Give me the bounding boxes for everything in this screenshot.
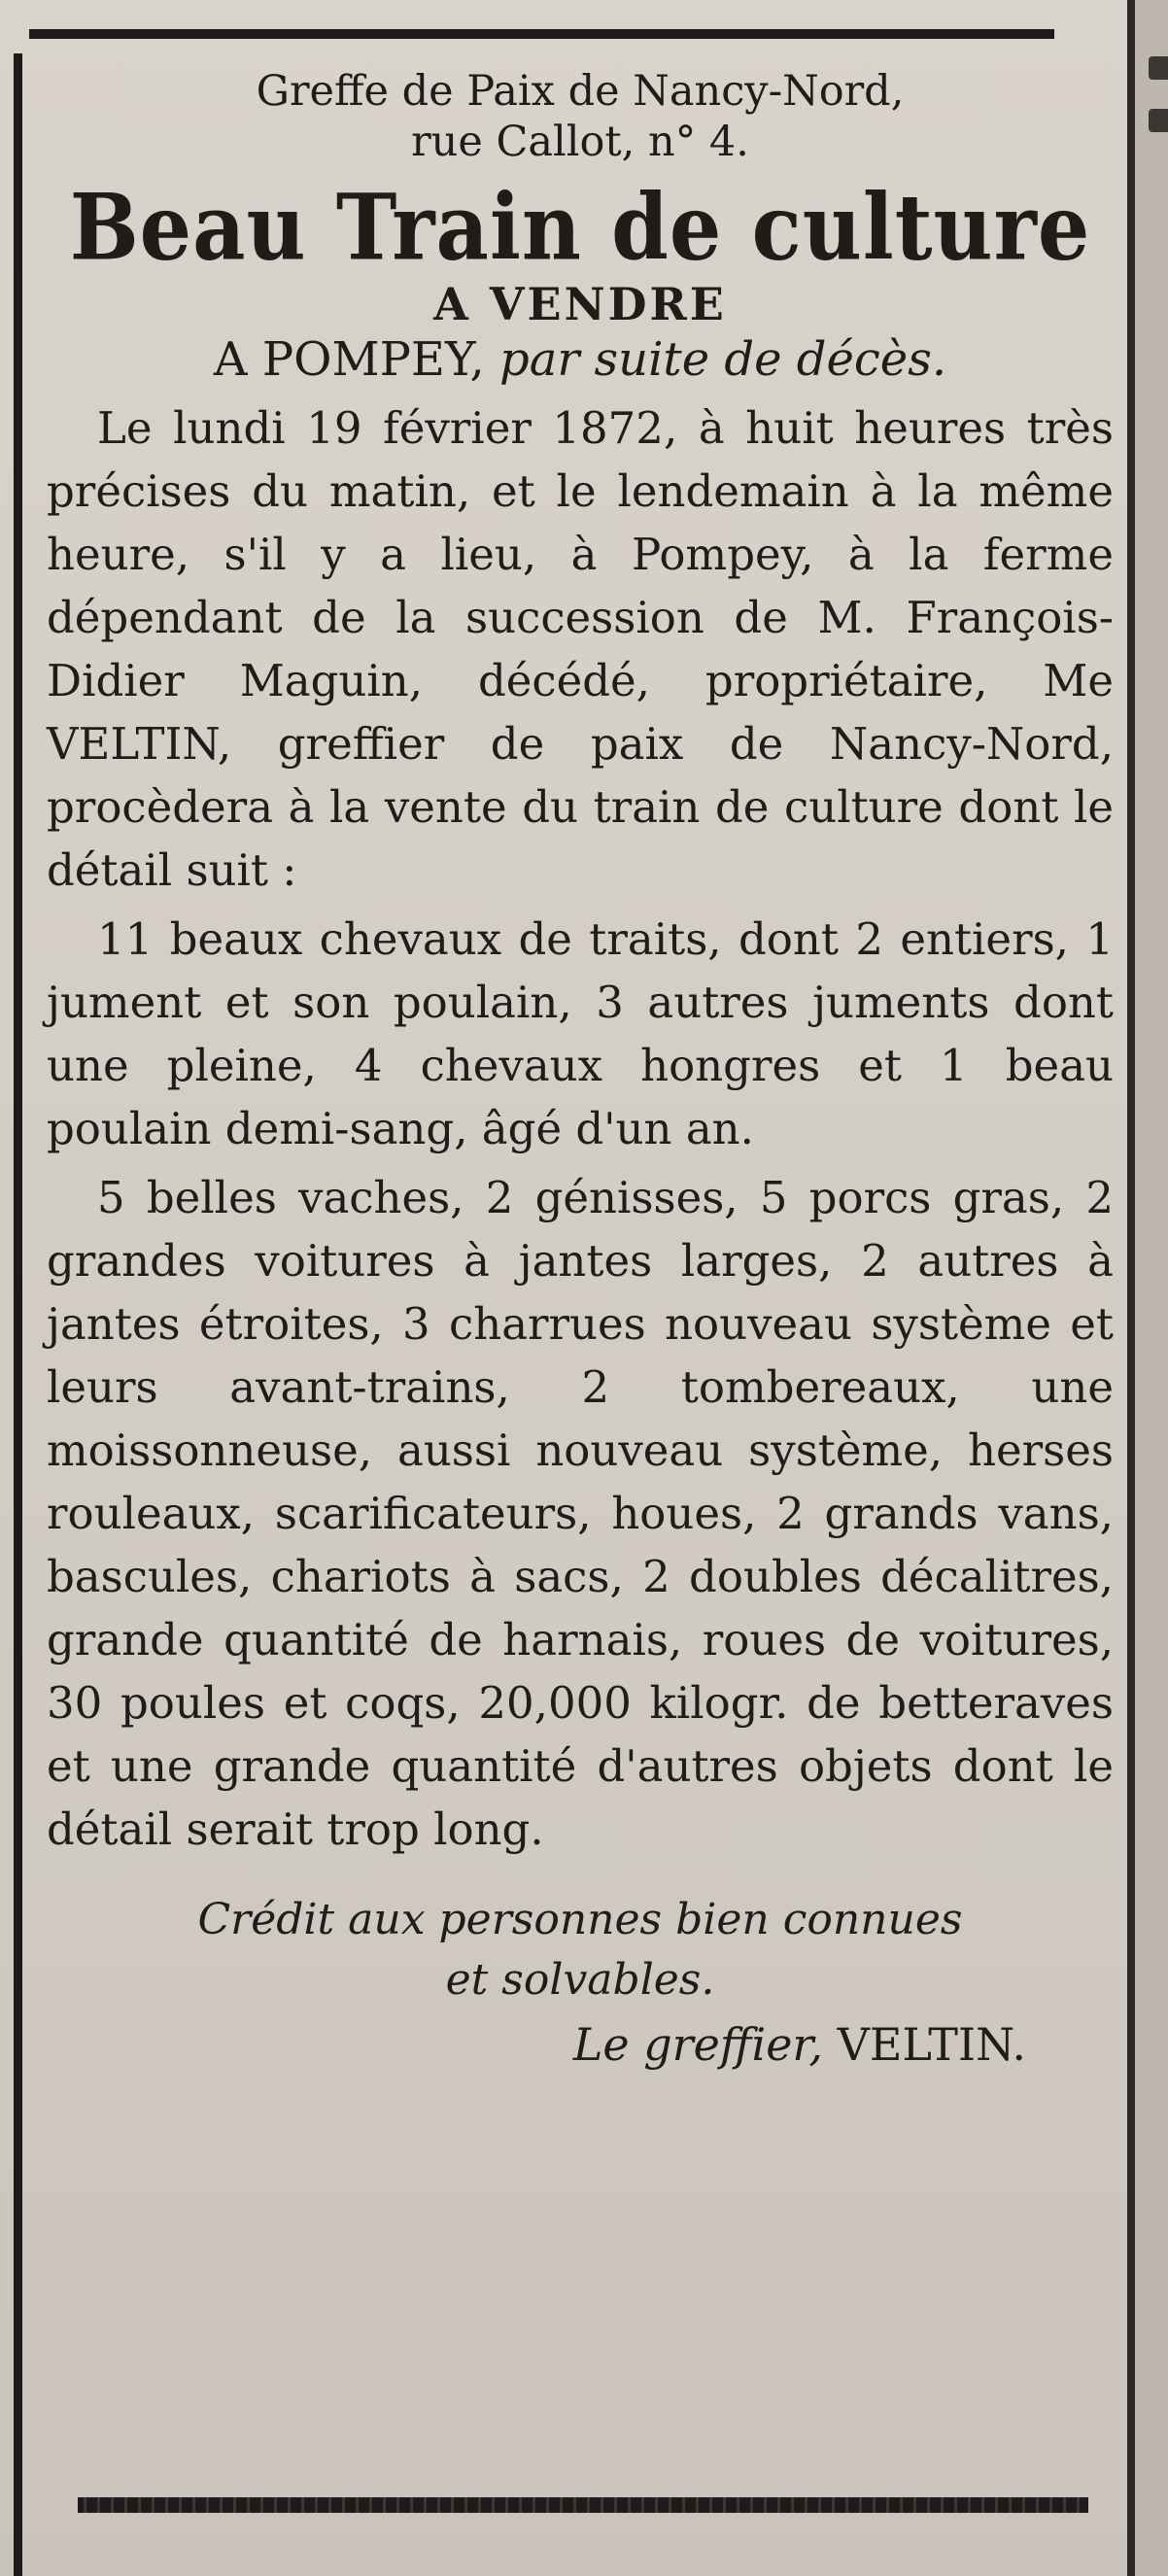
credit-line-1: Crédit aux personnes bien connues: [197, 1895, 963, 1944]
paragraph-livestock-equipment: 5 belles vaches, 2 génisses, 5 porcs gras, 2 grandes voitures à jantes larges, 2 autres à jantes étroites, 3 charrues nouveau système et leurs avant-trains, 2 tombereaux, une moissonneuse, aussi nouveau système, herses rouleaux, scarificateurs, houes, 2 grands vans, bascules, chariots à sacs, 2 doubles décalitres, grande quantité de harnais, roues de voitures, 30 poules et coqs, 20,000 kilogr. de betteraves et une grande quantité d'autres objets dont le détail serait trop long.: [47, 1172, 1114, 1855]
left-column-rule: [14, 53, 22, 2576]
adjacent-column-edge: [1135, 0, 1168, 2576]
paragraph-announcement: Le lundi 19 février 1872, à huit heures très précises du matin, et le lendemain à la même heure, s'il y a lieu, à Pompey, à la ferme dépendant de la succession de M. François-Didier Maguin, décédé, propriétaire, Me VELTIN, greffier de paix de Nancy-Nord, procèdera à la vente du train de culture dont le détail suit :: [47, 402, 1114, 896]
signature-name: VELTIN.: [837, 2018, 1026, 2071]
bottom-rule: [78, 2497, 1088, 2513]
right-column-rule: [1127, 0, 1135, 2576]
credit-line-2: et solvables.: [445, 1955, 715, 2005]
sale-heading: A VENDRE: [433, 278, 727, 330]
office-line-2: rue Callot, n° 4.: [411, 118, 749, 166]
top-rule: [29, 29, 1054, 39]
adjacent-column-fragment: [1149, 56, 1168, 80]
signature: [47, 2014, 1114, 2075]
legal-notice: [47, 47, 1114, 2075]
location-reason: par suite de décès.: [498, 332, 947, 387]
sale-location: [47, 332, 1114, 387]
notice-title: Beau Train de culture: [69, 172, 1091, 281]
location-place: A POMPEY,: [213, 332, 485, 387]
office-line-1: Greffe de Paix de Nancy-Nord,: [256, 67, 905, 116]
notice-body: [47, 396, 1114, 1861]
paragraph-horses: 11 beaux chevaux de traits, dont 2 entiers, 1 jument et son poulain, 3 autres juments dont une pleine, 4 chevaux hongres et 1 beau poulain demi-sang, âgé d'un an.: [47, 913, 1114, 1154]
signature-role: Le greffier,: [572, 2018, 823, 2071]
credit-terms: [47, 1890, 1114, 2010]
adjacent-column-fragment: [1149, 109, 1168, 132]
court-office: [47, 66, 1114, 167]
